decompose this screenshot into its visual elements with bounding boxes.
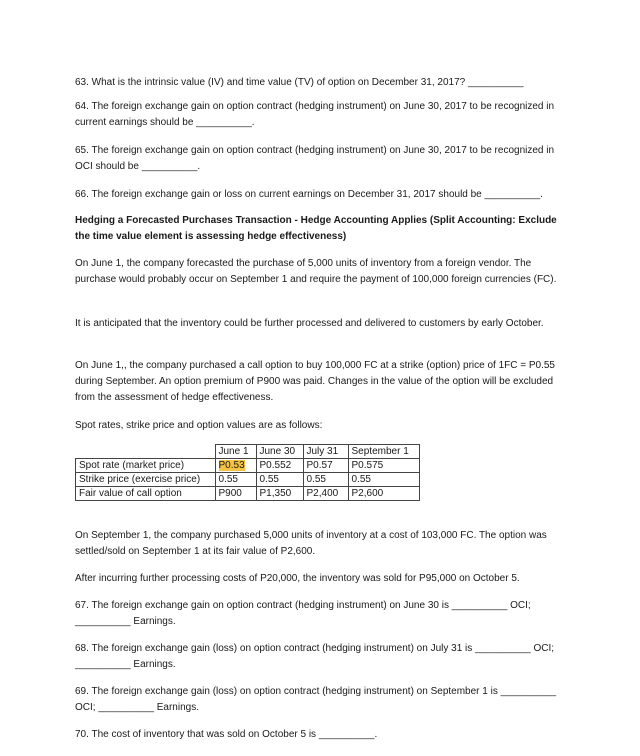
spot-rates-table (75, 444, 420, 501)
paragraph-forecast: On June 1, the company forecasted the purchase of 5,000 units of inventory from a foreign vendor. The purchase would probably occur on September 1 and require the payment of 100,000 foreign currencies (FC). (75, 258, 557, 285)
table-cell: P2,400 (303, 487, 348, 501)
section-heading: Hedging a Forecasted Purchases Transaction - Hedge Accounting Applies (Split Accounting: Exclude the time value element is assessing hedge effectiveness) (75, 215, 557, 242)
question-70: 70. The cost of inventory that was sold on October 5 is __________. (75, 729, 378, 740)
row-label: Strike price (exercise price) (76, 473, 216, 487)
highlighted-value: P0.53 (218, 460, 245, 471)
table-cell: 0.55 (256, 473, 303, 487)
table-header-cell: June 30 (256, 445, 303, 459)
table-row (76, 473, 420, 487)
table-cell: 0.55 (348, 473, 419, 487)
question-66: 66. The foreign exchange gain or loss on current earnings on December 31, 2017 should be __________. (75, 189, 543, 200)
table-header-cell: July 31 (303, 445, 348, 459)
question-69: 69. The foreign exchange gain (loss) on option contract (hedging instrument) on September 1 is __________ OCI; __________ Earnings. (75, 686, 557, 713)
table-header-cell: September 1 (348, 445, 419, 459)
table-cell: 0.55 (303, 473, 348, 487)
table-cell: P2,600 (348, 487, 419, 501)
paragraph-call-option: On June 1,, the company purchased a call option to buy 100,000 FC at a strike (option) price of 1FC = P0.55 during September. An option premium of P900 was paid. Changes in the value of the option will be excluded from the assessment of hedge effectiveness. (75, 360, 555, 403)
table-cell (215, 459, 256, 473)
table-cell: 0.55 (215, 473, 256, 487)
row-label: Spot rate (market price) (76, 459, 216, 473)
question-64: 64. The foreign exchange gain on option contract (hedging instrument) on June 30, 2017 to be recognized in current earnings should be __________. (75, 101, 555, 128)
table-corner-cell (76, 445, 216, 459)
question-63: 63. What is the intrinsic value (IV) and time value (TV) of option on December 31, 2017? __________ (75, 77, 524, 88)
table-cell: P0.57 (303, 459, 348, 473)
table-cell: P900 (215, 487, 256, 501)
table-row (76, 459, 420, 473)
table-header-cell: June 1 (215, 445, 256, 459)
question-65: 65. The foreign exchange gain on option contract (hedging instrument) on June 30, 2017 to be recognized in OCI should be __________. (75, 145, 555, 172)
question-68: 68. The foreign exchange gain (loss) on option contract (hedging instrument) on July 31 is __________ OCI; __________ Earnings. (75, 643, 554, 670)
question-67: 67. The foreign exchange gain on option contract (hedging instrument) on June 30 is __________ OCI; __________ Earnings. (75, 600, 531, 627)
paragraph-purchase: On September 1, the company purchased 5,000 units of inventory at a cost of 103,000 FC. The option was settled/sold on September 1 at its fair value of P2,600. (75, 530, 547, 557)
table-cell: P0.552 (256, 459, 303, 473)
row-label: Fair value of call option (76, 487, 216, 501)
paragraph-sale: After incurring further processing costs of P20,000, the inventory was sold for P95,000 on October 5. (75, 573, 520, 584)
table-row (76, 487, 420, 501)
paragraph-anticipated: It is anticipated that the inventory could be further processed and delivered to customers by early October. (75, 318, 544, 329)
table-header-row (76, 445, 420, 459)
table-cell: P1,350 (256, 487, 303, 501)
table-cell: P0.575 (348, 459, 419, 473)
table-caption: Spot rates, strike price and option values are as follows: (75, 420, 323, 431)
